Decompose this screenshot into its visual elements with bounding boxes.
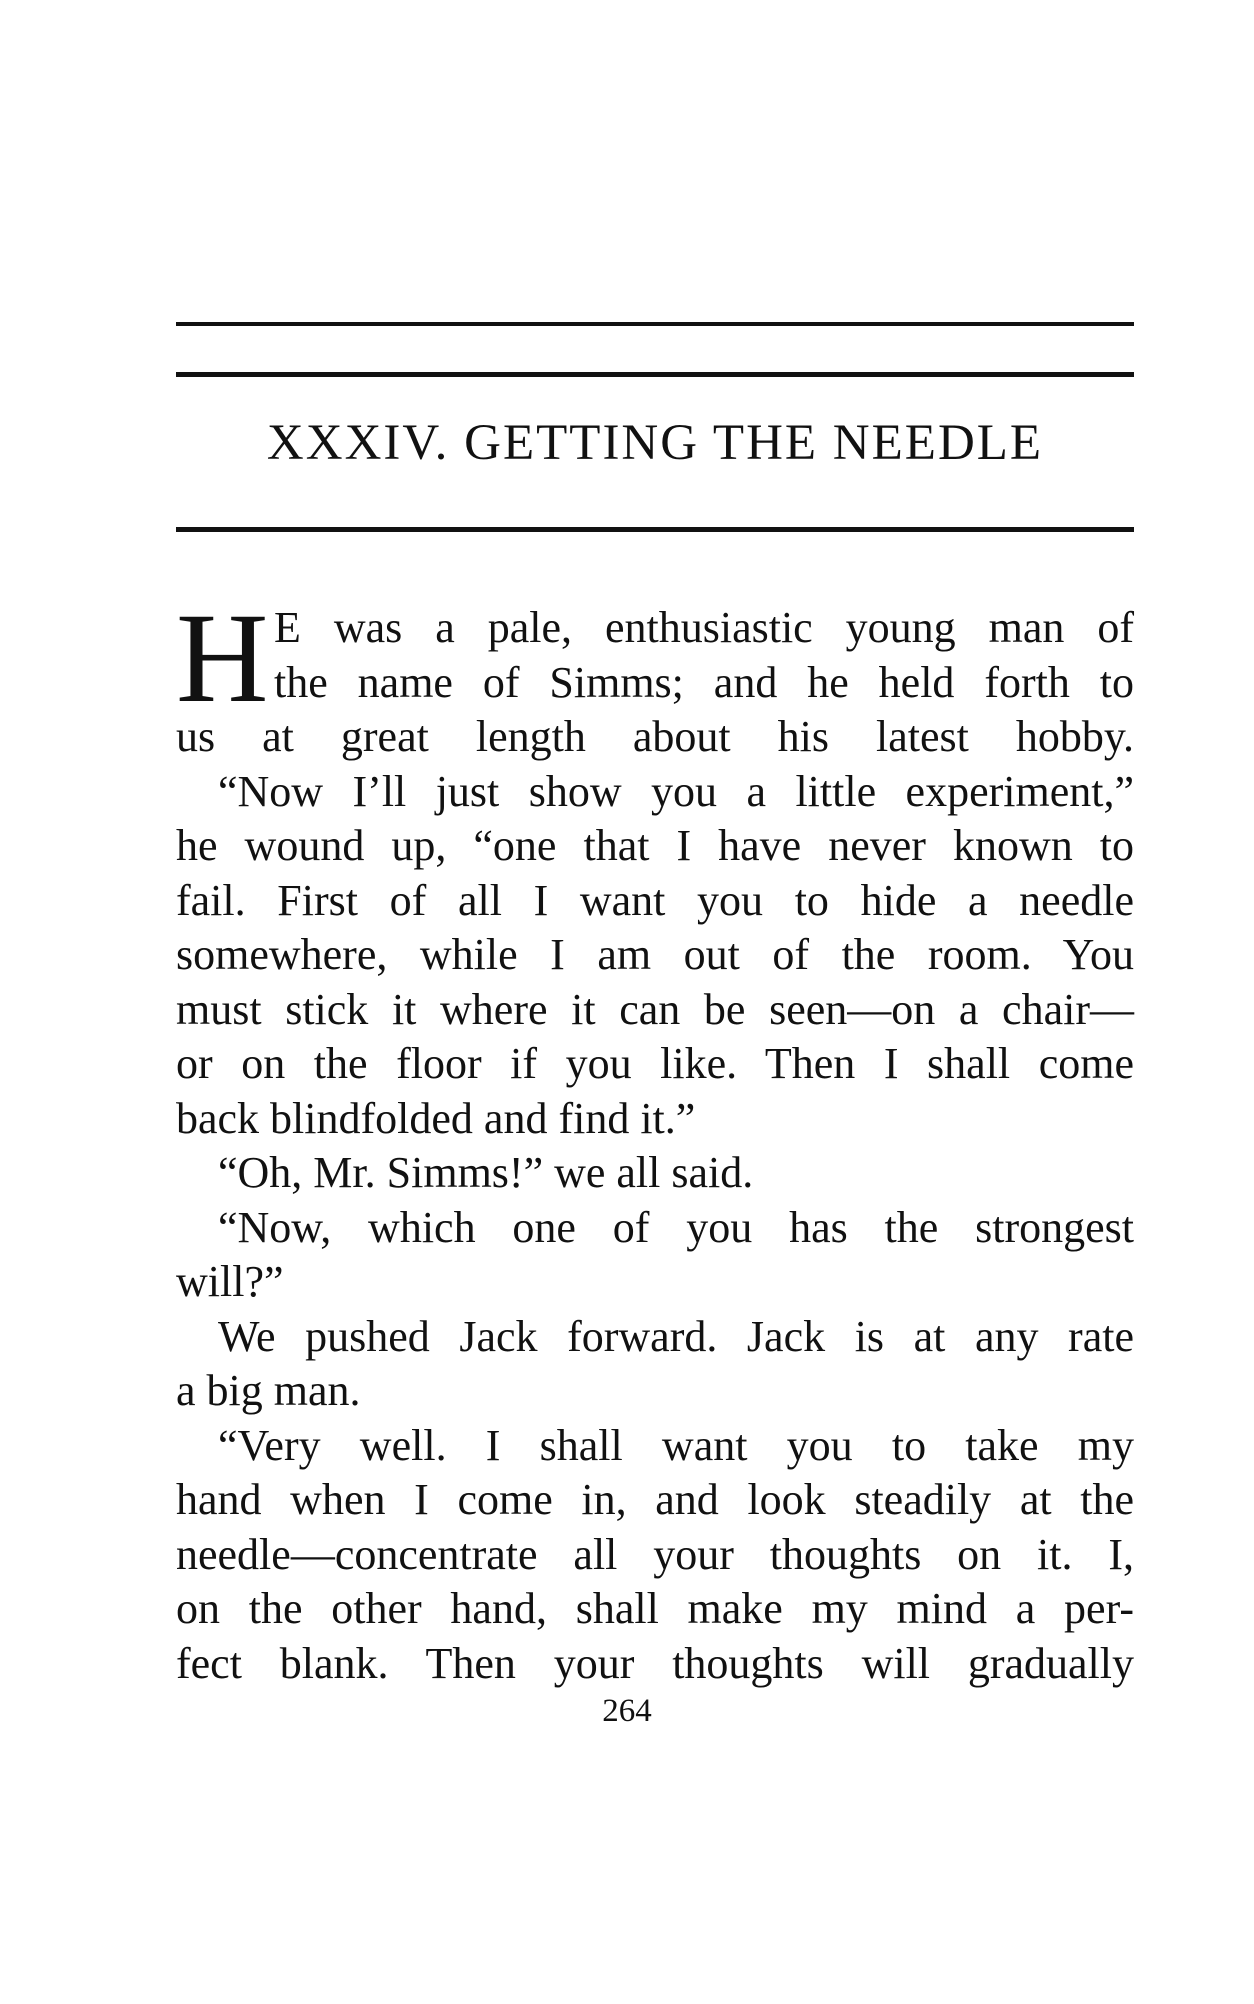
title-top-rule bbox=[176, 372, 1134, 377]
text-line: he wound up, “one that I have never known to bbox=[176, 821, 1134, 870]
text-line: fect blank. Then your thoughts will gradually bbox=[176, 1638, 1134, 1688]
text-line: must stick it where it can be seen—on a chair— bbox=[176, 984, 1134, 1034]
text-line: will?” bbox=[176, 1257, 284, 1306]
text-line: a big man. bbox=[176, 1366, 361, 1415]
body-text bbox=[176, 601, 1134, 1691]
top-rule bbox=[176, 322, 1134, 326]
text-line: us at great length about his latest hobby. bbox=[176, 712, 1134, 761]
text-line: “Now I’ll just show you a little experiment,” bbox=[218, 766, 1134, 816]
page-number: 264 bbox=[602, 1693, 652, 1729]
text-line: somewhere, while I am out of the room. You bbox=[176, 930, 1134, 979]
text-line: “Very well. I shall want you to take my bbox=[218, 1420, 1134, 1470]
drop-cap: H bbox=[176, 587, 269, 729]
text-line: the name of Simms; and he held forth to bbox=[274, 657, 1134, 707]
text-line: “Oh, Mr. Simms!” we all said. bbox=[218, 1148, 754, 1197]
text-line: on the other hand, shall make my mind a per- bbox=[176, 1584, 1134, 1633]
text-line: back blindfolded and find it.” bbox=[176, 1093, 696, 1143]
text-line: hand when I come in, and look steadily at the bbox=[176, 1475, 1134, 1524]
text-line: fail. First of all I want you to hide a needle bbox=[176, 875, 1134, 925]
text-line: needle—concentrate all your thoughts on it. I, bbox=[176, 1529, 1134, 1579]
text-line: E was a pale, enthusiastic young man of bbox=[274, 603, 1134, 652]
text-line: “Now, which one of you has the strongest bbox=[218, 1202, 1134, 1252]
chapter-title: XXXIV. GETTING THE NEEDLE bbox=[266, 415, 1044, 471]
text-line: We pushed Jack forward. Jack is at any rate bbox=[218, 1311, 1134, 1361]
text-line: or on the floor if you like. Then I shall come bbox=[176, 1039, 1134, 1088]
title-bottom-rule bbox=[176, 527, 1134, 532]
